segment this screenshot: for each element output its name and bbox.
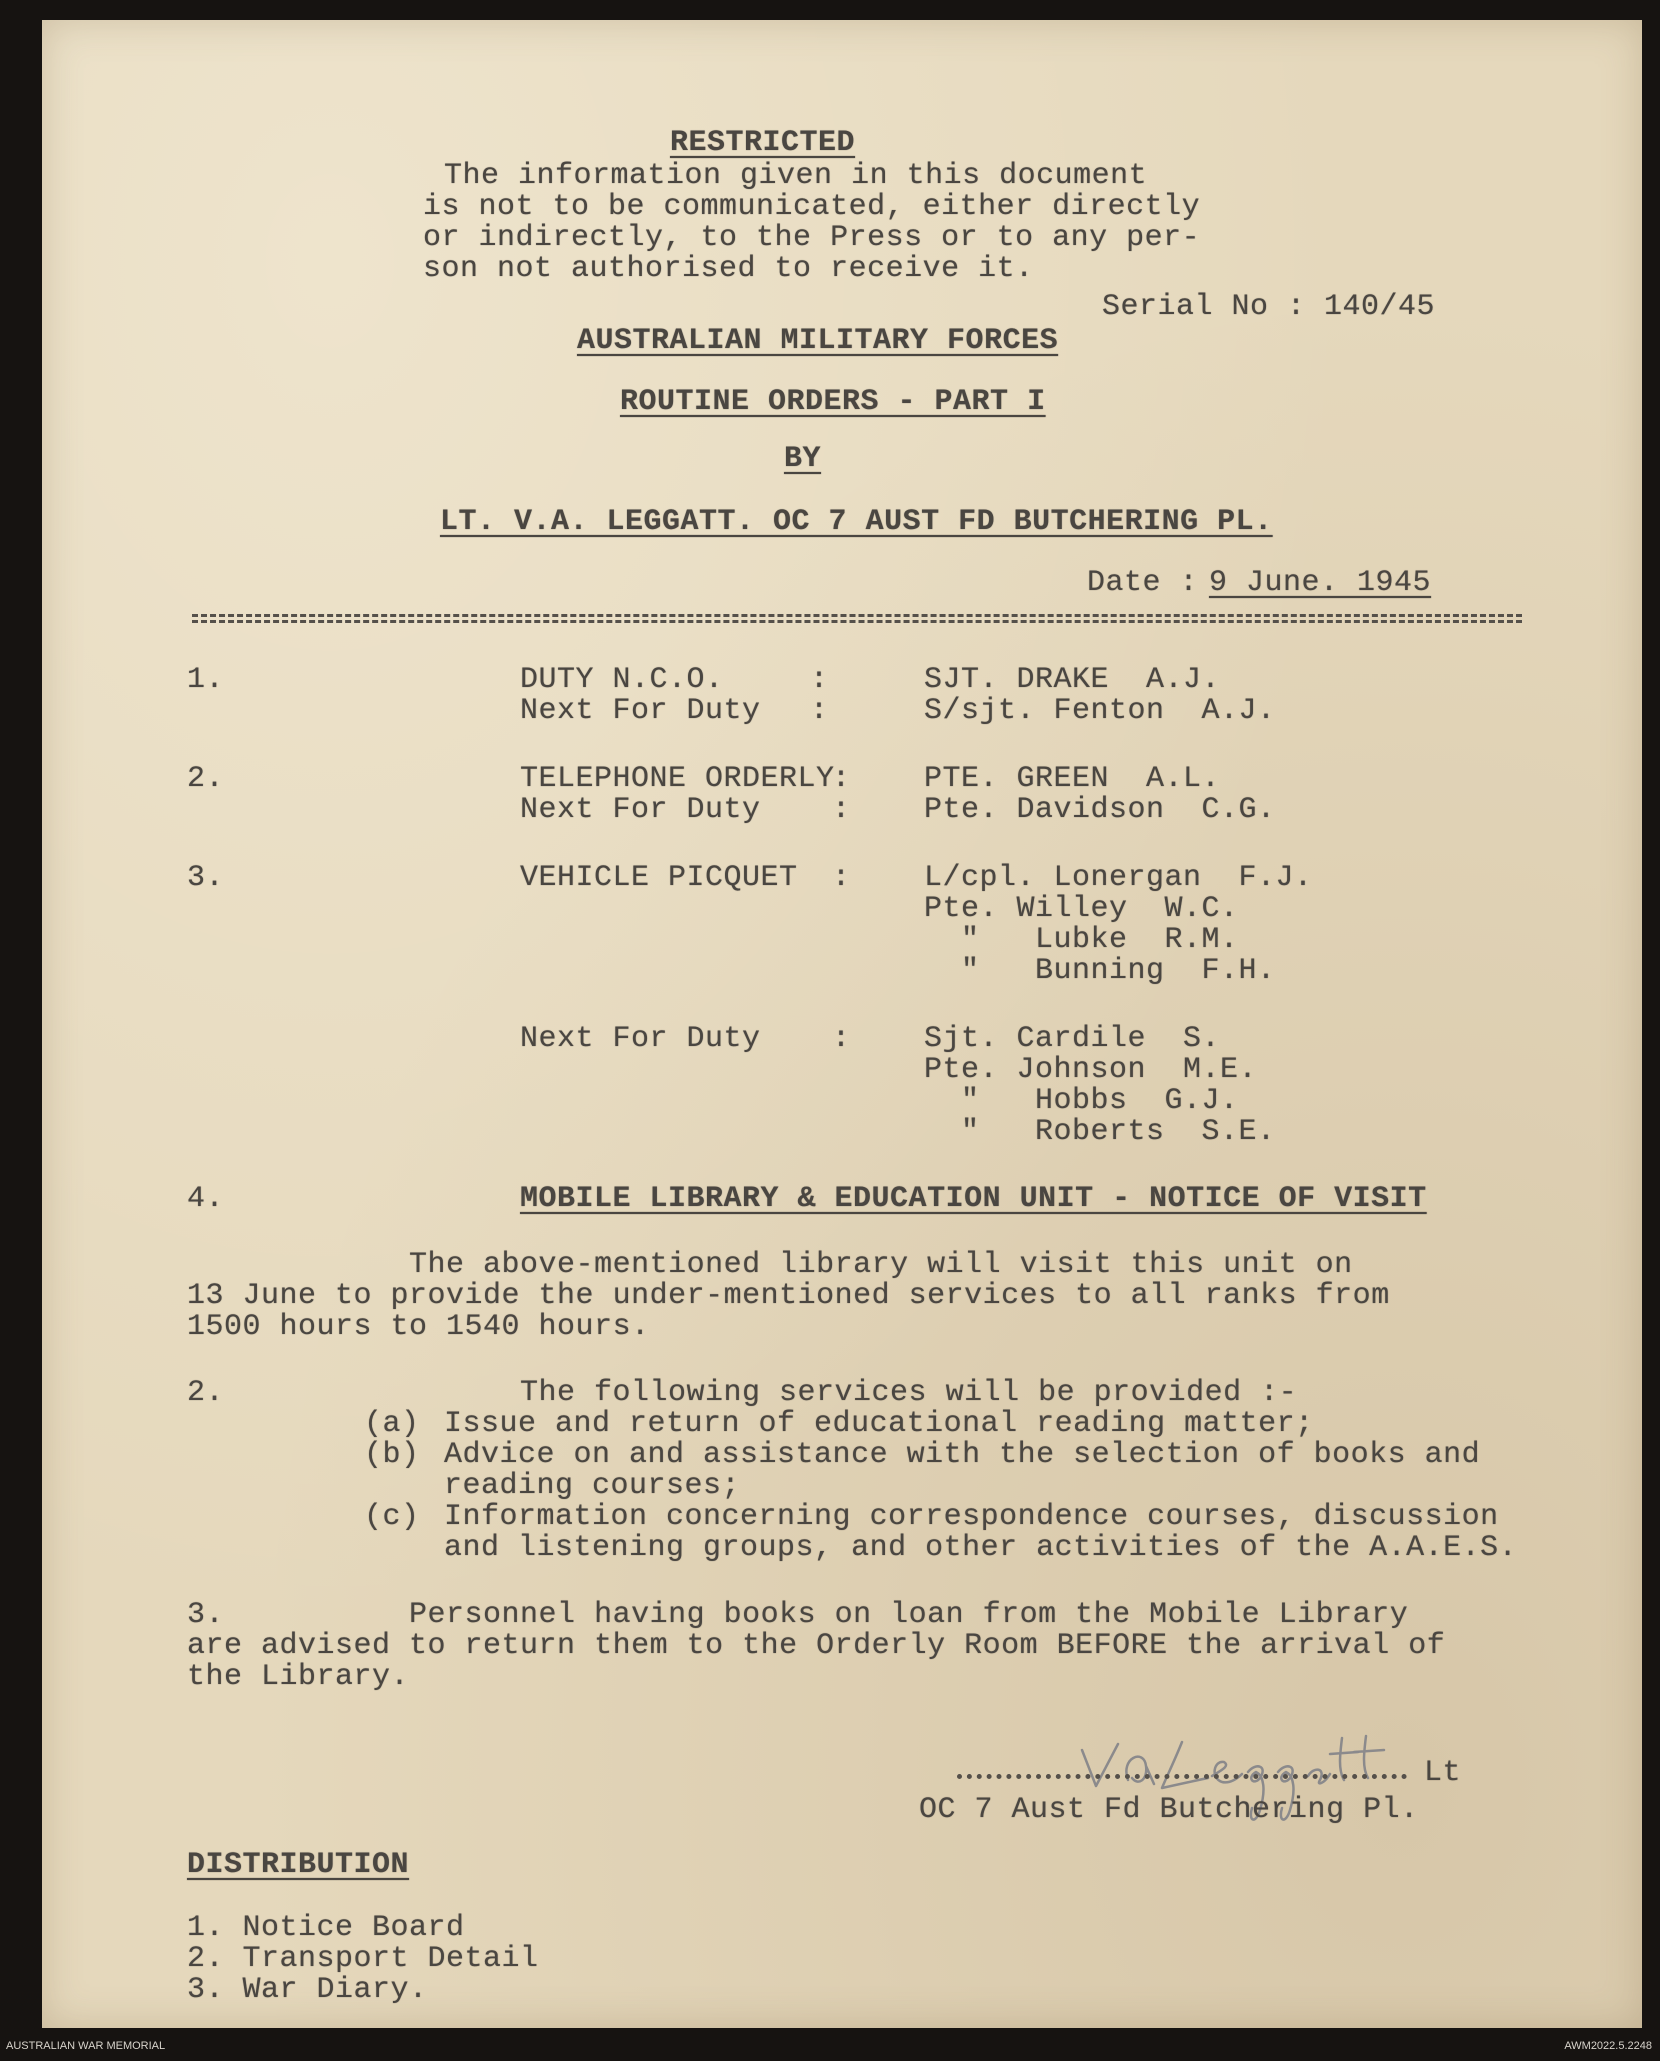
by-line: BY (784, 442, 822, 476)
document-page (42, 20, 1642, 2028)
divider (192, 620, 1522, 623)
distribution-item: 2. Transport Detail (187, 1942, 539, 1976)
notice-line: or indirectly, to the Press or to any per- (423, 221, 1201, 255)
section-title: MOBILE LIBRARY & EDUCATION UNIT - NOTICE OF VISIT (520, 1182, 1427, 1216)
duty-name: PTE. GREEN A.L. (924, 762, 1221, 796)
distribution-item: 1. Notice Board (187, 1911, 465, 1945)
duty-name: " Bunning F.H. (924, 954, 1276, 988)
service-letter: (a) (364, 1407, 420, 1441)
duty-name: " Roberts S.E. (924, 1115, 1276, 1149)
footer-left: AUSTRALIAN WAR MEMORIAL (6, 2040, 166, 2052)
paragraph-line: The following services will be provided :- (520, 1376, 1298, 1410)
item-number: 1. (187, 663, 225, 697)
service-letter: (b) (364, 1438, 420, 1472)
distribution-item: 3. War Diary. (187, 1973, 428, 2007)
duty-label: DUTY N.C.O. (520, 663, 724, 697)
duty-name: SJT. DRAKE A.J. (924, 663, 1221, 697)
duty-sep: : (832, 762, 851, 796)
paragraph-line: 13 June to provide the under-mentioned services to all ranks from (187, 1279, 1390, 1313)
duty-name: S/sjt. Fenton A.J. (924, 694, 1276, 728)
serial-number: Serial No : 140/45 (1102, 290, 1436, 324)
paragraph-line: 1500 hours to 1540 hours. (187, 1310, 650, 1344)
signature-rank: Lt (1424, 1756, 1462, 1790)
service-line: and listening groups, and other activities of the A.A.E.S. (444, 1531, 1518, 1565)
duty-name: Sjt. Cardile S. (924, 1022, 1221, 1056)
duty-name: Pte. Johnson M.E. (924, 1053, 1258, 1087)
paragraph-number: 2. (187, 1376, 225, 1410)
divider (192, 614, 1522, 617)
duty-label: VEHICLE PICQUET (520, 861, 798, 895)
service-line: Information concerning correspondence courses, discussion (444, 1500, 1499, 1534)
duty-sep: : (810, 663, 829, 697)
org-heading: AUSTRALIAN MILITARY FORCES (577, 324, 1059, 358)
duty-sep: : (810, 694, 829, 728)
restricted-heading: RESTRICTED (670, 126, 856, 160)
duty-name: " Lubke R.M. (924, 923, 1239, 957)
footer-right: AWM2022.5.2248 (1564, 2040, 1652, 2052)
duty-name: Pte. Davidson C.G. (924, 793, 1276, 827)
item-number: 2. (187, 762, 225, 796)
duty-label: Next For Duty (520, 793, 761, 827)
signature-line (957, 1774, 1407, 1779)
duty-label: TELEPHONE ORDERLY (520, 762, 835, 796)
notice-line: son not authorised to receive it. (423, 252, 1034, 286)
duty-label: Next For Duty (520, 1022, 761, 1056)
duty-sep: : (832, 793, 851, 827)
paragraph-line: The above-mentioned library will visit this unit on (187, 1248, 1353, 1282)
signature-unit: OC 7 Aust Fd Butchering Pl. (919, 1793, 1419, 1827)
service-line: Advice on and assistance with the selection of books and (444, 1438, 1481, 1472)
date-value: 9 June. 1945 (1209, 566, 1432, 600)
paragraph-line: the Library. (187, 1660, 410, 1694)
service-line: Issue and return of educational reading matter; (444, 1407, 1314, 1441)
duty-name: " Hobbs G.J. (924, 1084, 1239, 1118)
duty-name: Pte. Willey W.C. (924, 892, 1239, 926)
date-label: Date : (1087, 566, 1199, 600)
duty-sep: : (832, 1022, 851, 1056)
service-line: reading courses; (444, 1469, 741, 1503)
distribution-title: DISTRIBUTION (187, 1848, 410, 1882)
notice-line: is not to be communicated, either directly (423, 190, 1201, 224)
service-letter: (c) (364, 1500, 420, 1534)
item-number: 3. (187, 861, 225, 895)
item-number: 4. (187, 1182, 225, 1216)
notice-line: The information given in this document (444, 159, 1148, 193)
duty-sep: : (832, 861, 851, 895)
duty-name: L/cpl. Lonergan F.J. (924, 861, 1313, 895)
handwritten-signature (1062, 1728, 1422, 1848)
paragraph-line: 3. Personnel having books on loan from the Mobile Library (187, 1598, 1409, 1632)
paragraph-line: are advised to return them to the Orderly Room BEFORE the arrival of (187, 1629, 1446, 1663)
officer-line: LT. V.A. LEGGATT. OC 7 AUST FD BUTCHERING PL. (440, 505, 1273, 539)
duty-label: Next For Duty (520, 694, 761, 728)
orders-title: ROUTINE ORDERS - PART I (620, 385, 1046, 419)
